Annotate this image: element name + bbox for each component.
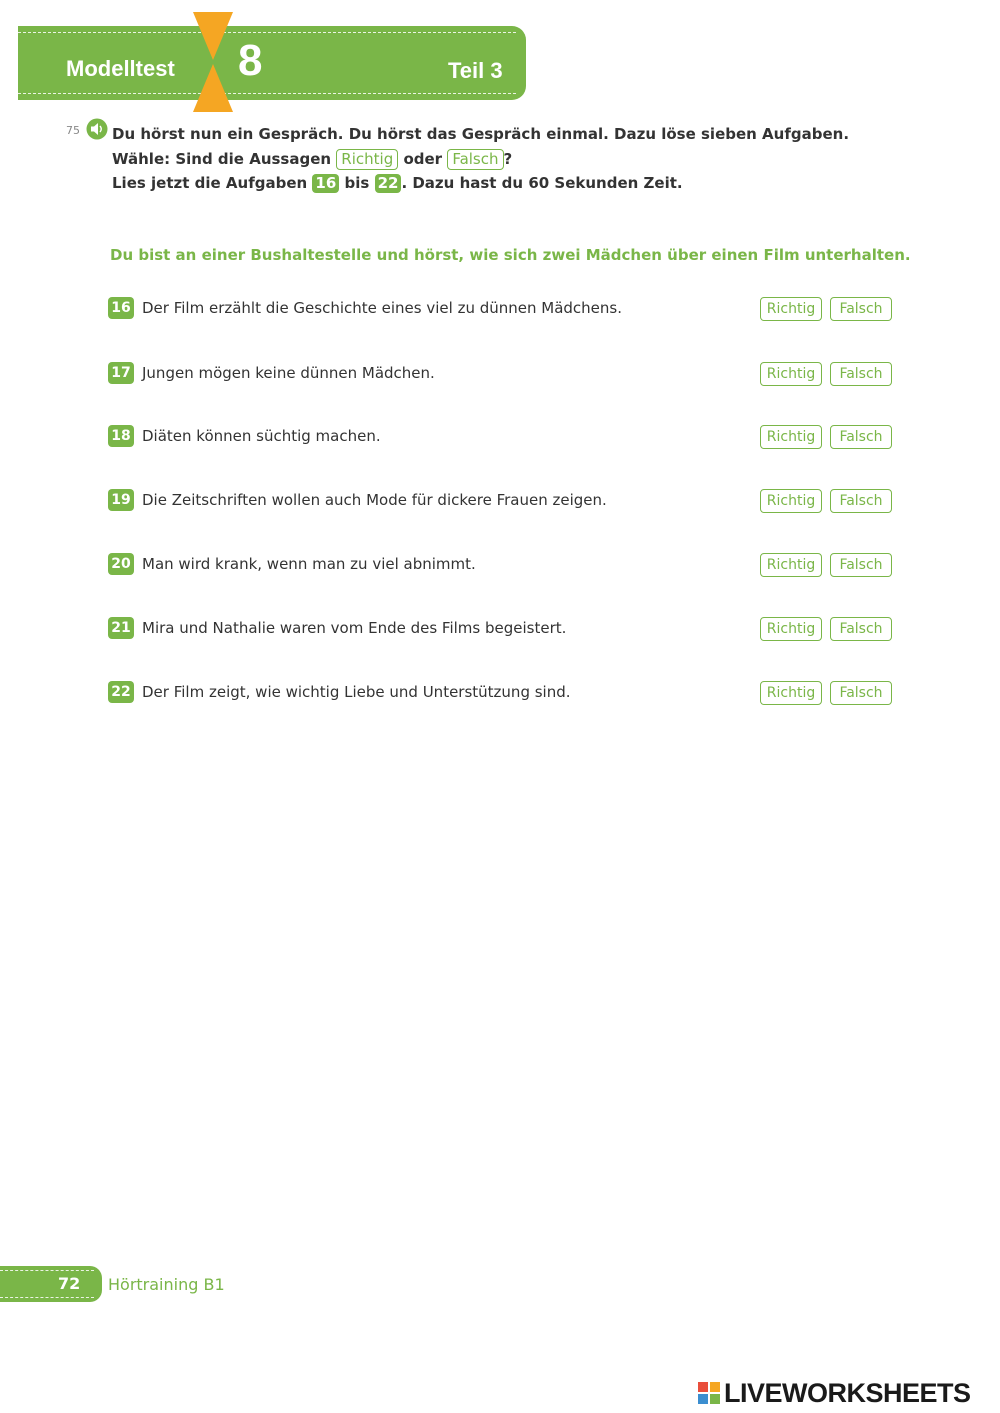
richtig-button[interactable]: Richtig bbox=[760, 425, 822, 449]
instruction-line-3 bbox=[112, 174, 683, 193]
falsch-button[interactable]: Falsch bbox=[830, 297, 892, 321]
instruction-text: ? bbox=[503, 150, 513, 168]
instruction-text: Lies jetzt die Aufgaben bbox=[112, 174, 308, 192]
task-statement: Jungen mögen keine dünnen Mädchen. bbox=[142, 364, 435, 382]
task-row bbox=[108, 617, 898, 643]
instruction-text: Wähle: Sind die Aussagen bbox=[112, 150, 332, 168]
instruction-text: bis bbox=[344, 174, 370, 192]
falsch-button[interactable]: Falsch bbox=[830, 489, 892, 513]
richtig-button[interactable]: Richtig bbox=[760, 297, 822, 321]
task-row bbox=[108, 297, 898, 323]
task-row bbox=[108, 681, 898, 707]
richtig-button[interactable]: Richtig bbox=[760, 681, 822, 705]
task-number: 18 bbox=[108, 425, 134, 447]
task-row bbox=[108, 553, 898, 579]
richtig-button[interactable]: Richtig bbox=[760, 617, 822, 641]
page-tab bbox=[0, 1266, 102, 1302]
richtig-button[interactable]: Richtig bbox=[760, 362, 822, 386]
inline-richtig-label: Richtig bbox=[336, 149, 398, 170]
task-number: 17 bbox=[108, 362, 134, 384]
task-statement: Die Zeitschriften wollen auch Mode für dickere Frauen zeigen. bbox=[142, 491, 607, 509]
task-row bbox=[108, 362, 898, 388]
instruction-line-1: Du hörst nun ein Gespräch. Du hörst das Gespräch einmal. Dazu löse sieben Aufgaben. bbox=[112, 125, 850, 143]
task-row bbox=[108, 489, 898, 515]
task-statement: Mira und Nathalie waren vom Ende des Films begeistert. bbox=[142, 619, 567, 637]
instruction-line-2 bbox=[112, 149, 512, 170]
task-statement: Der Film zeigt, wie wichtig Liebe und Unterstützung sind. bbox=[142, 683, 571, 701]
hourglass-icon bbox=[190, 12, 236, 112]
part-label: Teil 3 bbox=[448, 58, 503, 83]
test-number: 8 bbox=[238, 36, 263, 85]
brand-logo[interactable] bbox=[698, 1378, 998, 1412]
instruction-text: oder bbox=[403, 150, 443, 168]
inline-task-number-to: 22 bbox=[375, 174, 402, 193]
inline-task-number-from: 16 bbox=[312, 174, 339, 193]
task-statement: Diäten können süchtig machen. bbox=[142, 427, 381, 445]
falsch-button[interactable]: Falsch bbox=[830, 553, 892, 577]
falsch-button[interactable]: Falsch bbox=[830, 362, 892, 386]
task-row bbox=[108, 425, 898, 451]
falsch-button[interactable]: Falsch bbox=[830, 425, 892, 449]
liveworksheets-logo-icon bbox=[698, 1382, 720, 1404]
richtig-button[interactable]: Richtig bbox=[760, 489, 822, 513]
task-number: 21 bbox=[108, 617, 134, 639]
task-number: 19 bbox=[108, 489, 134, 511]
falsch-button[interactable]: Falsch bbox=[830, 681, 892, 705]
task-number: 22 bbox=[108, 681, 134, 703]
brand-name: LIVEWORKSHEETS bbox=[724, 1378, 971, 1408]
test-label: Modelltest bbox=[66, 56, 175, 81]
instruction-text: . Dazu hast du 60 Sekunden Zeit. bbox=[401, 174, 683, 192]
falsch-button[interactable]: Falsch bbox=[830, 617, 892, 641]
page-number: 72 bbox=[58, 1274, 81, 1293]
task-number: 20 bbox=[108, 553, 134, 575]
task-statement: Der Film erzählt die Geschichte eines viel zu dünnen Mädchens. bbox=[142, 299, 622, 317]
speaker-icon[interactable] bbox=[86, 118, 108, 140]
task-statement: Man wird krank, wenn man zu viel abnimmt. bbox=[142, 555, 476, 573]
track-number: 75 bbox=[66, 124, 80, 137]
book-title: Hörtraining B1 bbox=[108, 1275, 225, 1294]
situation-text: Du bist an einer Bushaltestelle und hörst, wie sich zwei Mädchen über einen Film unterhalten. bbox=[110, 246, 911, 264]
inline-falsch-label: Falsch bbox=[447, 149, 503, 170]
richtig-button[interactable]: Richtig bbox=[760, 553, 822, 577]
task-number: 16 bbox=[108, 297, 134, 319]
